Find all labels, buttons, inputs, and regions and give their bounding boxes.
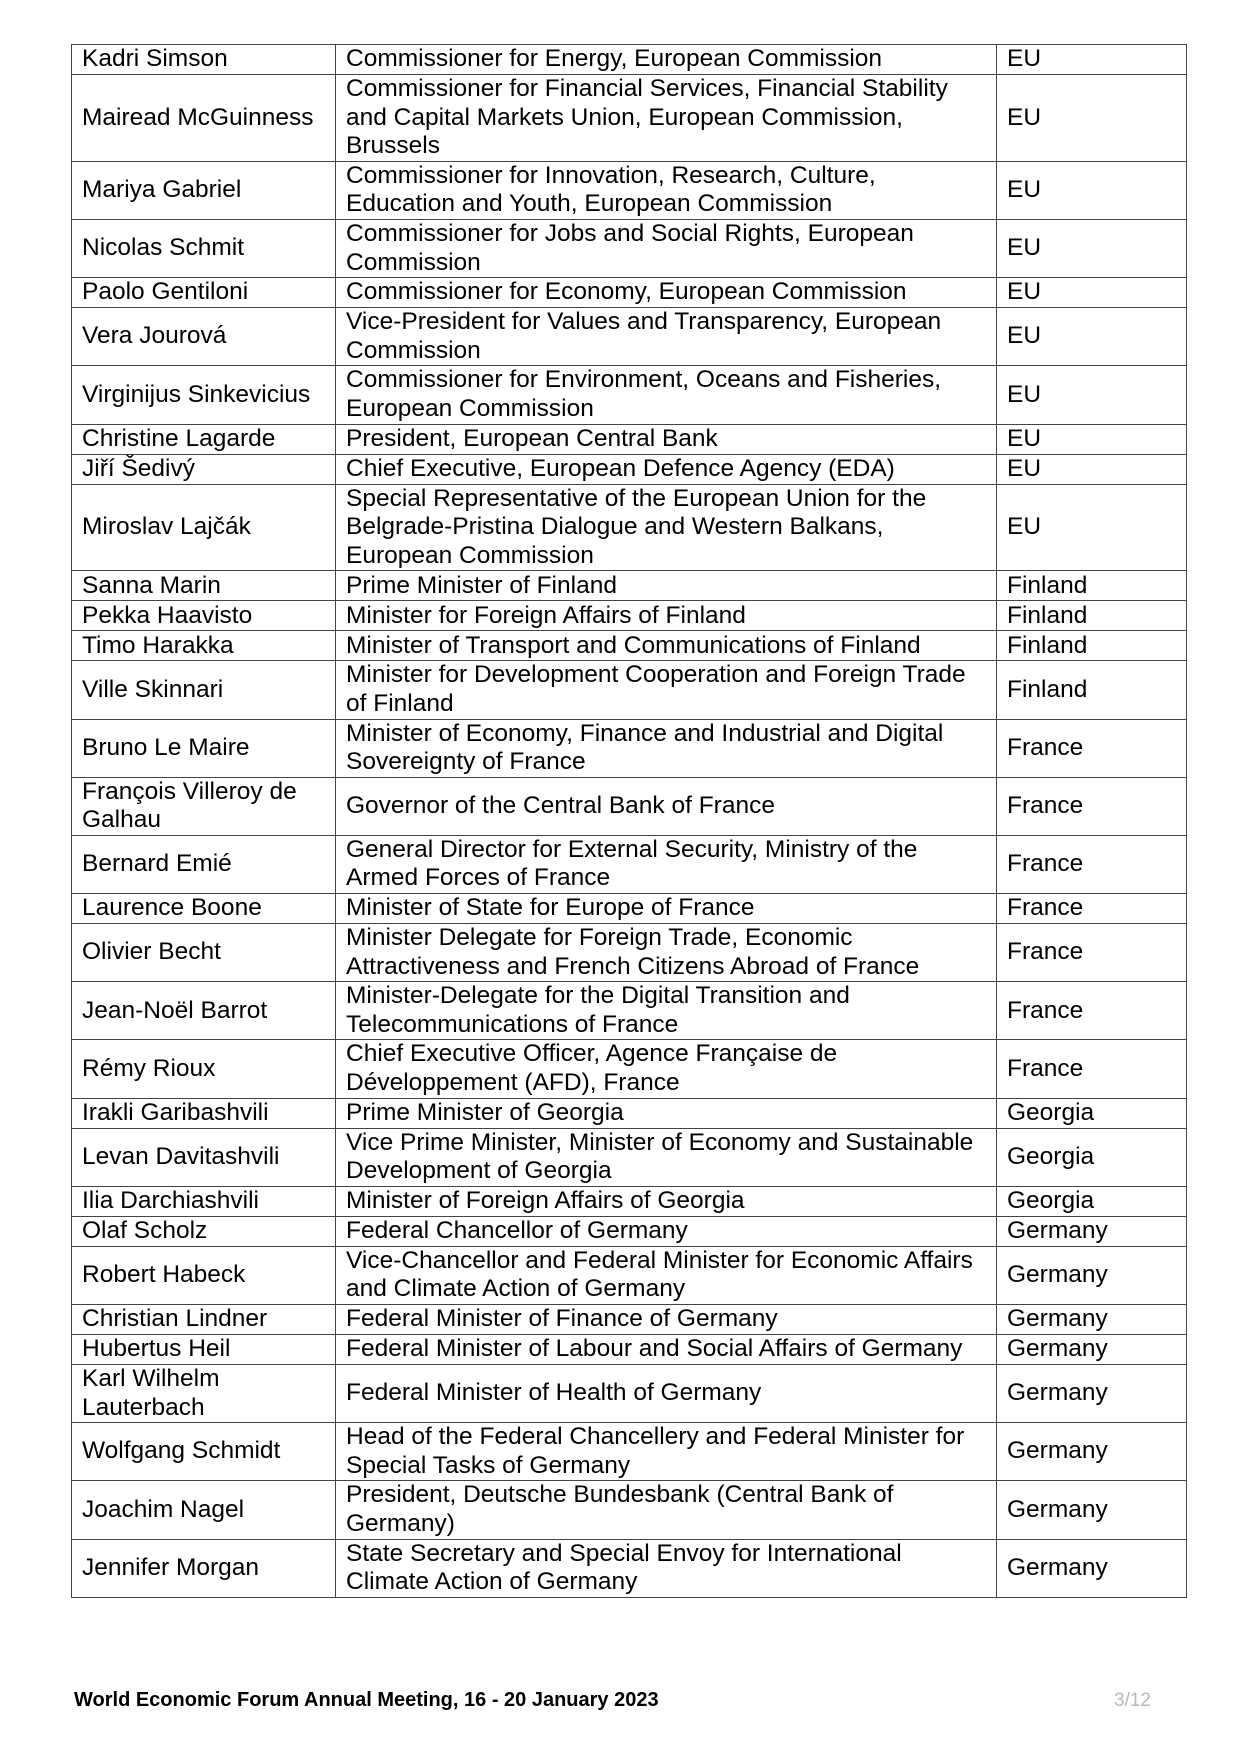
table-row [72,1481,1187,1539]
participant-country: EU [997,161,1187,219]
table-row [72,219,1187,277]
participant-country: Finland [997,661,1187,719]
table-row [72,835,1187,893]
participant-role: Commissioner for Innovation, Research, Culture, Education and Youth, European Commission [336,161,997,219]
table-row [72,1539,1187,1597]
participant-role: Prime Minister of Finland [336,571,997,601]
participant-name: Rémy Rioux [72,1040,336,1098]
participants-table-body [72,45,1187,1598]
table-row [72,1040,1187,1098]
table-row [72,278,1187,308]
table-row [72,454,1187,484]
table-row [72,894,1187,924]
table-row [72,1098,1187,1128]
table-row [72,601,1187,631]
participant-country: EU [997,308,1187,366]
participant-name: Christine Lagarde [72,424,336,454]
participant-country: Georgia [997,1128,1187,1186]
participant-country: Germany [997,1305,1187,1335]
participant-name: Karl Wilhelm Lauterbach [72,1365,336,1423]
participant-name: Olaf Scholz [72,1216,336,1246]
participant-role: President, European Central Bank [336,424,997,454]
participant-role: Minister-Delegate for the Digital Transition and Telecommunications of France [336,982,997,1040]
table-row [72,45,1187,75]
participant-role: Chief Executive, European Defence Agency (EDA) [336,454,997,484]
table-row [72,1335,1187,1365]
table-row [72,1246,1187,1304]
participant-role: Vice Prime Minister, Minister of Economy and Sustainable Development of Georgia [336,1128,997,1186]
table-row [72,661,1187,719]
table-row [72,308,1187,366]
participant-country: Germany [997,1539,1187,1597]
participant-role: Minister of Foreign Affairs of Georgia [336,1186,997,1216]
participant-country: Germany [997,1246,1187,1304]
participant-country: France [997,894,1187,924]
participant-country: EU [997,45,1187,75]
table-row [72,1216,1187,1246]
participant-role: Minister of Economy, Finance and Industrial and Digital Sovereignty of France [336,719,997,777]
participant-name: Irakli Garibashvili [72,1098,336,1128]
table-row [72,631,1187,661]
participant-country: EU [997,278,1187,308]
participant-name: Laurence Boone [72,894,336,924]
participant-role: Minister for Foreign Affairs of Finland [336,601,997,631]
participant-country: EU [997,484,1187,571]
table-row [72,366,1187,424]
participant-role: Vice-President for Values and Transparency, European Commission [336,308,997,366]
participant-role: Federal Chancellor of Germany [336,1216,997,1246]
participant-name: François Villeroy de Galhau [72,777,336,835]
participant-role: President, Deutsche Bundesbank (Central Bank of Germany) [336,1481,997,1539]
table-row [72,424,1187,454]
participant-name: Joachim Nagel [72,1481,336,1539]
participant-name: Christian Lindner [72,1305,336,1335]
participant-country: EU [997,75,1187,162]
participant-role: Commissioner for Financial Services, Financial Stability and Capital Markets Union, European Commission, Brussels [336,75,997,162]
participant-country: France [997,835,1187,893]
participant-country: Germany [997,1423,1187,1481]
table-row [72,1186,1187,1216]
participant-country: France [997,777,1187,835]
participant-role: Minister for Development Cooperation and Foreign Trade of Finland [336,661,997,719]
participant-country: Germany [997,1335,1187,1365]
table-row [72,1128,1187,1186]
participant-name: Wolfgang Schmidt [72,1423,336,1481]
participant-role: Minister Delegate for Foreign Trade, Economic Attractiveness and French Citizens Abroad of France [336,924,997,982]
participant-country: France [997,982,1187,1040]
participant-country: France [997,719,1187,777]
participant-name: Paolo Gentiloni [72,278,336,308]
table-row [72,982,1187,1040]
table-row [72,75,1187,162]
participant-name: Nicolas Schmit [72,219,336,277]
participant-name: Jennifer Morgan [72,1539,336,1597]
participant-role: Special Representative of the European Union for the Belgrade-Pristina Dialogue and Western Balkans, European Commission [336,484,997,571]
table-row [72,719,1187,777]
participant-country: EU [997,366,1187,424]
participant-name: Robert Habeck [72,1246,336,1304]
participant-country: France [997,1040,1187,1098]
participant-name: Bernard Emié [72,835,336,893]
participant-country: Germany [997,1481,1187,1539]
participant-country: EU [997,424,1187,454]
participant-name: Jiří Šedivý [72,454,336,484]
table-row [72,1305,1187,1335]
table-row [72,161,1187,219]
participant-name: Vera Jourová [72,308,336,366]
participant-role: Chief Executive Officer, Agence Française de Développement (AFD), France [336,1040,997,1098]
table-row [72,1423,1187,1481]
participant-country: Germany [997,1365,1187,1423]
participant-name: Hubertus Heil [72,1335,336,1365]
participant-name: Kadri Simson [72,45,336,75]
participant-name: Levan Davitashvili [72,1128,336,1186]
participant-name: Sanna Marin [72,571,336,601]
participant-name: Bruno Le Maire [72,719,336,777]
participant-role: Vice-Chancellor and Federal Minister for Economic Affairs and Climate Action of Germany [336,1246,997,1304]
participant-country: Germany [997,1216,1187,1246]
participant-name: Timo Harakka [72,631,336,661]
participant-country: Georgia [997,1186,1187,1216]
participants-table [71,44,1187,1598]
table-row [72,571,1187,601]
participant-country: Finland [997,601,1187,631]
footer-title: World Economic Forum Annual Meeting, 16 - 20 January 2023 [74,1689,659,1711]
participant-name: Virginijus Sinkevicius [72,366,336,424]
participant-role: Commissioner for Energy, European Commission [336,45,997,75]
participant-name: Olivier Becht [72,924,336,982]
participant-role: Federal Minister of Finance of Germany [336,1305,997,1335]
participant-name: Mariya Gabriel [72,161,336,219]
table-row [72,924,1187,982]
participant-role: State Secretary and Special Envoy for International Climate Action of Germany [336,1539,997,1597]
participant-name: Jean-Noël Barrot [72,982,336,1040]
participant-country: Finland [997,571,1187,601]
participant-role: Commissioner for Jobs and Social Rights, European Commission [336,219,997,277]
participant-country: EU [997,219,1187,277]
participant-role: Commissioner for Economy, European Commission [336,278,997,308]
participant-role: Prime Minister of Georgia [336,1098,997,1128]
participant-country: France [997,924,1187,982]
participant-role: Commissioner for Environment, Oceans and Fisheries, European Commission [336,366,997,424]
participant-role: Governor of the Central Bank of France [336,777,997,835]
participant-name: Miroslav Lajčák [72,484,336,571]
table-row [72,777,1187,835]
participant-role: Minister of Transport and Communications of Finland [336,631,997,661]
participant-role: Head of the Federal Chancellery and Federal Minister for Special Tasks of Germany [336,1423,997,1481]
table-row [72,1365,1187,1423]
participant-country: Finland [997,631,1187,661]
participant-country: Georgia [997,1098,1187,1128]
participant-role: General Director for External Security, Ministry of the Armed Forces of France [336,835,997,893]
participant-name: Ilia Darchiashvili [72,1186,336,1216]
participant-name: Pekka Haavisto [72,601,336,631]
participant-country: EU [997,454,1187,484]
participant-role: Minister of State for Europe of France [336,894,997,924]
table-row [72,484,1187,571]
participant-role: Federal Minister of Labour and Social Affairs of Germany [336,1335,997,1365]
page-number: 3/12 [1114,1690,1151,1711]
participant-name: Mairead McGuinness [72,75,336,162]
participant-role: Federal Minister of Health of Germany [336,1365,997,1423]
participant-name: Ville Skinnari [72,661,336,719]
